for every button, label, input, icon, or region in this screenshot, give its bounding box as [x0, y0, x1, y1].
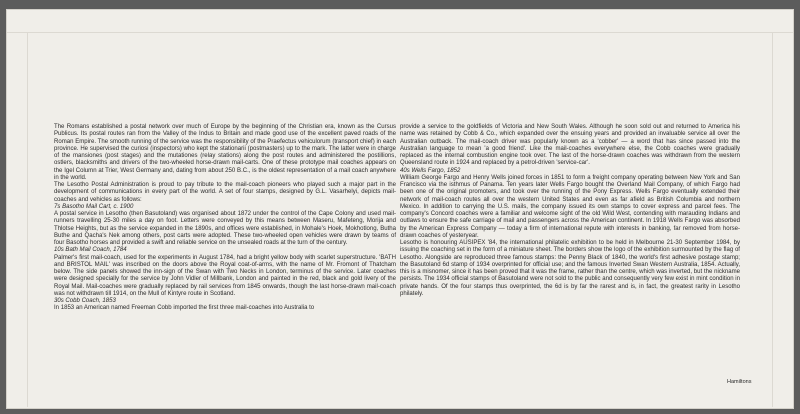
- envelope-left-flap: [7, 32, 28, 407]
- lesotho-tribute-paragraph: The Lesotho Postal Administration is proud to pay tribute to the mail-coach pioneers who played such a major part in the development of communications in every part of the world. A set of four stamps, designed by G.L. Vasarhelyi, depicts mail-coaches and vehicles as follows:: [54, 182, 396, 203]
- stamp-30s-paragraph-start: In 1853 an American named Freeman Cobb imported the first three mail-coaches into Australia to: [54, 305, 315, 312]
- stamp-7s-heading: 7s Basotho Mail Cart, c. 1900: [54, 203, 134, 210]
- envelope-top-flap: [7, 10, 793, 33]
- stamp-30s-paragraph-continued: provide a service to the goldfields of Victoria and New South Wales. Although he soon sold out and returned to America his name was retained by Cobb & Co., which expanded over the ensuing years and provided an invaluable service all over the Australian outback. The mail-coach driver was popularly known as a 'cobber' — a word that has since passed into the Australian language to mean 'a good friend'. Like the mail-coaches everywhere else, the Cobb coaches were gradually replaced as the internal combustion engine took over. The last of the horse-drawn coaches was withdrawn from the western Queensland route in 1924 and replaced by a petrol-driven 'service-car'.: [400, 124, 740, 167]
- stamp-7s-paragraph: A postal service in Lesotho (then Basutoland) was organised about 1872 under the control of the Cape Colony and used mail-runners travelling 25-30 miles a day on foot. Letters were conveyed by this means between Maseru, Mafeteng, Morija and Thlotse Heights, but as the service expanded in the 1890s, and offices were established, in Mohale's Hoek, Mokhotlong, Butha Buthe and Qacha's Nek among others, post carts were adopted. These two-wheeled open vehicles were drawn by teams of four Basotho horses and provided a swift and reliable service on the unsealed roads at the turn of the century.: [54, 211, 396, 246]
- text-column-right: [400, 124, 740, 298]
- stamp-10s-heading: 10s Bath Mail Coach, 1784: [54, 247, 127, 254]
- ausipex-paragraph: Lesotho is honouring AUSIPEX '84, the international philatelic exhibition to be held in Melbourne 21-30 September 1984, by issuing the coaching set in the form of a miniature sheet. The borders show the logo of the exhibition surmounted by the flag of Lesotho. Alongside are reproduced three famous stamps: the Penny Black of 1840, the world's first adhesive postage stamp; the Basutoland 6d stamp of 1934 overprinted for official use; and the famous Inverted Swan Western Australia, 1854. Actually, this is a misnomer, since it has been proved that it was the frame, rather than the centre, which was inverted, but the nickname persists. The 1934 official stamps of Basutoland were not sold to the public and consequently very few exist in mint condition in private hands. Of the four stamps thus overprinted, the 6d is by far the rarest and is, in fact, the greatest rarity in Lesotho philately.: [400, 240, 740, 297]
- envelope-right-flap: [772, 32, 793, 407]
- stamp-40s-paragraph: William George Fargo and Henry Wells joined forces in 1851 to form a freight company operating between New York and San Francisco via the isthmus of Panama. Ten years later Wells Fargo bought the Overland Mail Company, of which Fargo had been one of the original promoters, and took over the running of the Pony Express. Wells Fargo eventually extended their network of mail-coach routes all over the western United States and even as far afield as British Columbia and northern Mexico. In addition to carrying the U.S. mails, the company issued its own stamps to cover express and parcel fees. The company's Concord coaches were a familiar and welcome sight of the old Wild West, contending with marauding Indians and outlaws to ensure the safe carriage of mail and passengers across the American continent. In 1918 Wells Fargo was absorbed by the American Express Company — today a firm of international repute with interests in banking, far removed from horse-drawn coaches of yesteryear.: [400, 174, 740, 239]
- intro-roman-postal-paragraph: The Romans established a postal network over much of Europe by the beginning of the Christian era, known as the Cursus Publicus. Its postal routes ran from the Valley of the Indus to Britain and made good use of the excellent paved roads of the Roman Empire. The smooth running of the service was the responsibility of the Praefectus vehiculorum (transport chief) in each province. He supervised the curiosi (inspectors) who kept the stationarii (postmasters) up to the mark. The latter were in charge of the mansiones (post stages) and the mutationes (relay stations) along the post routes and administered the postillions, ostlers, blacksmiths and drivers of the two-wheeled horse-drawn mail-carts. One of these prototype mail coaches appears on the Igel Column at Trier, West Germany and, dating from about 250 B.C., is the oldest representation of a mail coach anywhere in the world.: [54, 124, 396, 181]
- stamp-10s-paragraph: Palmer's first mail-coach, used for the experiments in August 1784, had a bright yellow body with scarlet superstructure. 'BATH and BRISTOL MAIL' was inscribed on the doors above the Royal coat-of-arms, with the name of Mr. Fromont of Thatcham below. The side panels showed the inn-sign of the Swan with Two Necks in London, terminus of the service. Later coaches were designed specially for the service by John Vidler of Millbank, London and painted in the red, black and gold livery of the Royal Mail. Mail-coaches were gradually replaced by rail services from 1845 onwards, though the last horse-drawn mail-coach was not withdrawn till 1914, on the Mull of Kintyre route in Scotland.: [54, 254, 396, 297]
- stamp-40s-heading: 40s Wells Fargo, 1852: [400, 167, 461, 174]
- text-column-left: [54, 124, 396, 313]
- stamp-30s-heading: 30s Cobb Coach, 1853: [54, 298, 116, 304]
- printer-imprint: Hamiltons: [727, 379, 752, 385]
